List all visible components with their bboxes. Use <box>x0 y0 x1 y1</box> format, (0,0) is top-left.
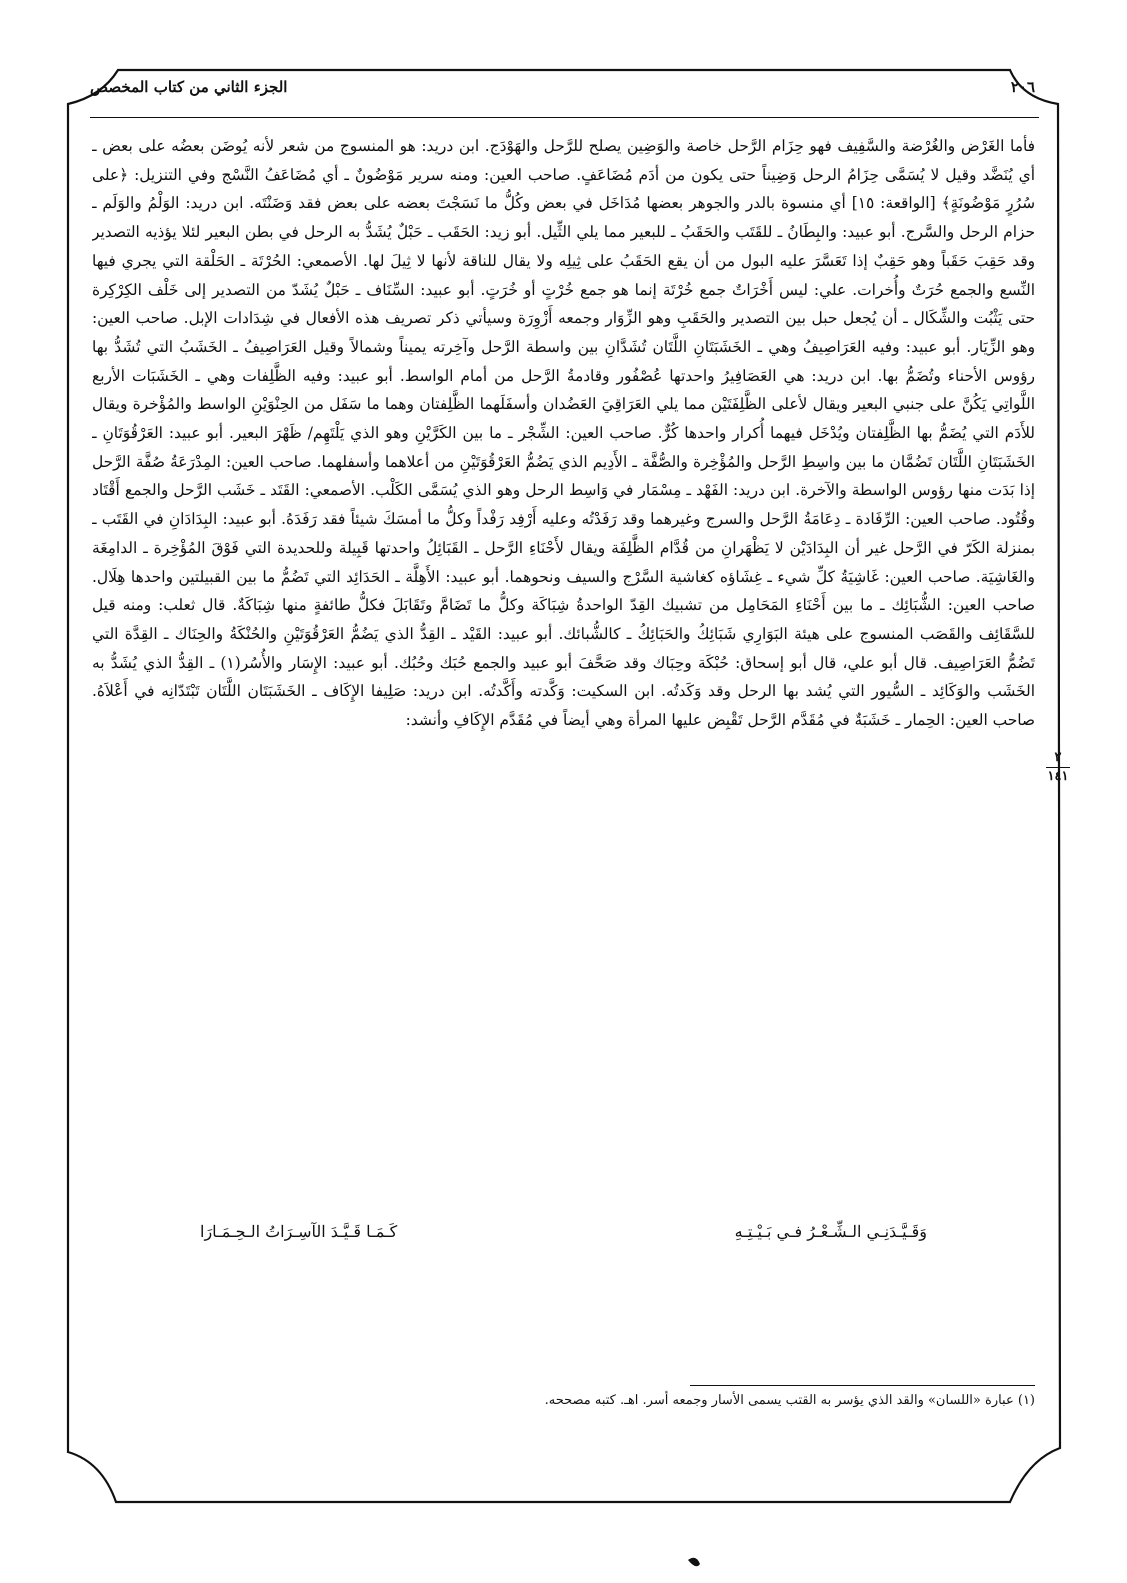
main-text <box>92 132 1035 1222</box>
margin-page-reference <box>1040 750 1076 785</box>
poetry-verse <box>200 1222 927 1256</box>
page-header <box>90 78 1037 110</box>
page-number: ٢٠٦ <box>1010 78 1035 96</box>
text-paragraph: فأما الغَرْض والغُرْضة والسَّفِيف فهو حِزَام الرَّحل خاصة والوَضِين يصلح للرَّحل والهَوْدَج. ابن دريد: هو المنسوج من شعر لأنه يُوضَن بعضُه على بعض ـ أي يُنَضَّد وقيل لا يُسَمَّى حِزَامُ الرحل وَضِيناً حتى يكون من أدَم مُضَاعَفٍ. صاحب العين: ومنه سرير مَوْضُونٌ ـ أي مُضَاعَفُ النَّسْج وفي التنزيل: ﴿على سُرُرٍ مَوْضُونَةٍ﴾ [الواقعة: ١٥] أي منسوة بالدر والجوهر بعضها مُدَاخَل في بعض وكُلُّ ما نَسَجْتَ بعضه على بعض فقد وَضَنْتَه. ابن دريد: الوَلْمُ والوَلَم ـ حزام الرحل والسَّرج. أبو عبيد: والبِطَانُ ـ للقَتَب والحَقَبُ ـ للبعير مما يلي الثِّيل. أبو زيد: الحَقَب ـ حَبْلٌ يُشَدُّ به الرحل في بطن البعير لئلا يؤذيه التصدير وقد حَقِبَ حَقَباً وهو حَقِبٌ إذا تَعَسَّرَ عليه البول من أن يقع الحَقَبُ على ثِيلِه ولا يقال للناقة لأنها لا ثِيلَ لها. الأصمعي: الحُرْتَة ـ الحَلْقة التي يجري فيها النِّسع والجمع حُرَتٌ وأُخرات. علي: ليس أَخْرَاتٌ جمع خُرْتَة إنما هو جمع خُرْتٍ أو خُرَتٍ. أبو عبيد: السِّنَاف ـ حَبْلٌ يُشَدّ من التصدير إلى خَلْف الكِرْكِرة حتى يَثْبُت والشِّكَال ـ أن يُجعل حبل بين التصدير والحَقَبِ وهو الزِّوَار وجمعه أَزْوِرَة وسيأتي ذكر تصريف هذه الأفعال في شِدَادات الإبل. صاحب العين: وهو الزِّيَار. أبو عبيد: وفيه العَرَاصِيفُ وهي ـ الخَشَبَتَانِ اللَّتَان تُشَدَّانِ بين واسطة الرَّحل وآخِرته يميناً وشمالاً وقيل العَرَاصِيفُ ـ الخَشَبُ التي تُشَدُّ بها رؤوس الأحناء وتُضَمُّ بها. ابن دريد: هي العَصَافِيرُ واحدتها عُصْفُور وقادمةُ الرَّحل من أمام الواسط. أبو عبيد: وفيه الظَّلِفات وهي ـ الخَشَبَات الأربع اللَّواتِي يَكُنَّ على جنبي البعير ويقال لأعلى الظَّلِفَتَيْن مما يلي العَرَاقِيَ العَضُدان وأسفَلَهما الظَّلِفتان وهما ما سَفَل من الحِنْوَيْنِ الواسط والمُؤْخرة ويقال للأَدَم التي يُضَمُّ بها الظَّلِفتان ويُدْخَل فيهما أُكرار واحدها كُرٌّ. صاحب العين: الشِّجْر ـ ما بين الكَرَّيْنِ وهو الذي يَلْتَهِم/ ظَهْرَ البعير. أبو عبيد: العَرْقُوَتَانِ ـ الخَشَبَتَانِ اللَّتَان تَضُمَّان ما بين واسِطِ الرَّحل والمُؤْخِرة والصُّفَّة ـ الأَدِيم الذي يَضُمُّ العَرْقُوَتَيْنِ من أعلاهما وأسفلهما. صاحب العين: المِدْرَعَةُ صُفَّة الرَّحل إذا بَدَت منها رؤوس الواسطة والآخرة. ابن دريد: الفَهْد ـ مِسْمَار في وَاسِط الرحل وهو الذي يُسَمَّى الكَلْب. الأصمعي: القَتَد ـ خَشَب الرَّحل والجمع أَقْتَاد وقُتُود. صاحب العين: الرِّفَادة ـ دِعَامَةُ الرَّحل والسرج وغيرهما وقد رَفَدْتُه وعليه أَرْفِد رَفْداً وكلُّ ما أمسَكَ شيئاً فقد رَفَدَهُ. أبو عبيد: البِدَادَانِ في القَتَب ـ بمنزلة الكَرّ في الرَّحل غير أن البِدَادَيْن لا يَظْهَرانِ من قُدَّام الظَّلِفَة ويقال لأَحْنَاءِ الرَّحل ـ القَبَائِلُ واحدتها قَبِيلة وللحديدة التي فَوْقَ المُؤْخِرة ـ الدامِغَة والغَاشِيَة. صاحب العين: غَاشِيَةُ كلِّ شيء ـ غِشَاؤه كغاشية السَّرْج والسيف ونحوهما. أبو عبيد: الأَهِلَّة ـ الحَدَائِد التي تَضُمُّ ما بين القبيلتين واحدها هِلَال. صاحب العين: الشُّبَائِك ـ ما بين أَحْنَاءِ المَحَامِل من تشبيك القِدّ الواحدةُ شِبَاكَة وكلُّ ما تَضَامَّ وتَقَابَلَ فكلُّ طائفةٍ منها شِبَاكَةٌ. قال ثعلب: ومنه قيل للسَّقَائِف والقَصَب المنسوج على هيئة البَوَارِي شَبَائِكُ والحَبَائِكُ ـ كالشُّبائك. أبو عبيد: القَيْد ـ القِدُّ الذي يَضُمُّ العَرْقُوَتَيْنِ والحُنْكَةُ والحِنَاك ـ القِدَّة التي تَضُمُّ العَرَاصِيف. قال أبو علي، قال أبو إسحاق: حُبْكَة وحِبَاك وقد صَحَّفَ أبو عبيد والجمع حُبَك وحُبُك. أبو عبيد: الإِسَار والأُسُر(١) ـ القِدُّ الذي يُشَدُّ به الخَشَب والوَكَائِد ـ السُّيور التي يُشد بها الرحل وقد وَكَدتُه. ابن السكيت: وَكَّدته وأَكَّدتُه. ابن دريد: صَلِيفا الإِكَاف ـ الخَشَبَتَان اللَّتَان تَبْتَدّانِه في أَعْلاَهُ. صاحب العين: الحِمار ـ خَشَبَةٌ في مُقَدَّم الرَّحل تَقْبِض عليها المرأة وهي أيضاً في مُقَدَّم الإِكَافِ وأنشد: <box>92 137 1035 730</box>
bottom-mark <box>688 1558 700 1567</box>
margin-ref-top: ٢ <box>1054 750 1062 765</box>
book-title: الجزء الثاني من كتاب المخصص <box>90 78 288 96</box>
footnote-rule <box>690 1385 1035 1386</box>
footnote: (١) عبارة «اللسان» والقد الذي يؤسر به القتب يسمى الأسار وجمعه أسر. اهـ. كتبه مصححه. <box>544 1393 1035 1408</box>
margin-ref-bar <box>1046 767 1070 768</box>
verse-first-hemistich: وَقَـيَّـدَنِـي الـشِّـعْـرُ فـي بَـيْـتِـهِ <box>734 1222 927 1241</box>
margin-ref-bottom: ١٤١ <box>1047 769 1069 784</box>
header-rule <box>90 117 1039 118</box>
verse-second-hemistich: كَـمَـا قَـيَّـدَ الآسِـرَاتُ الـحِـمَـارَا <box>200 1222 398 1241</box>
